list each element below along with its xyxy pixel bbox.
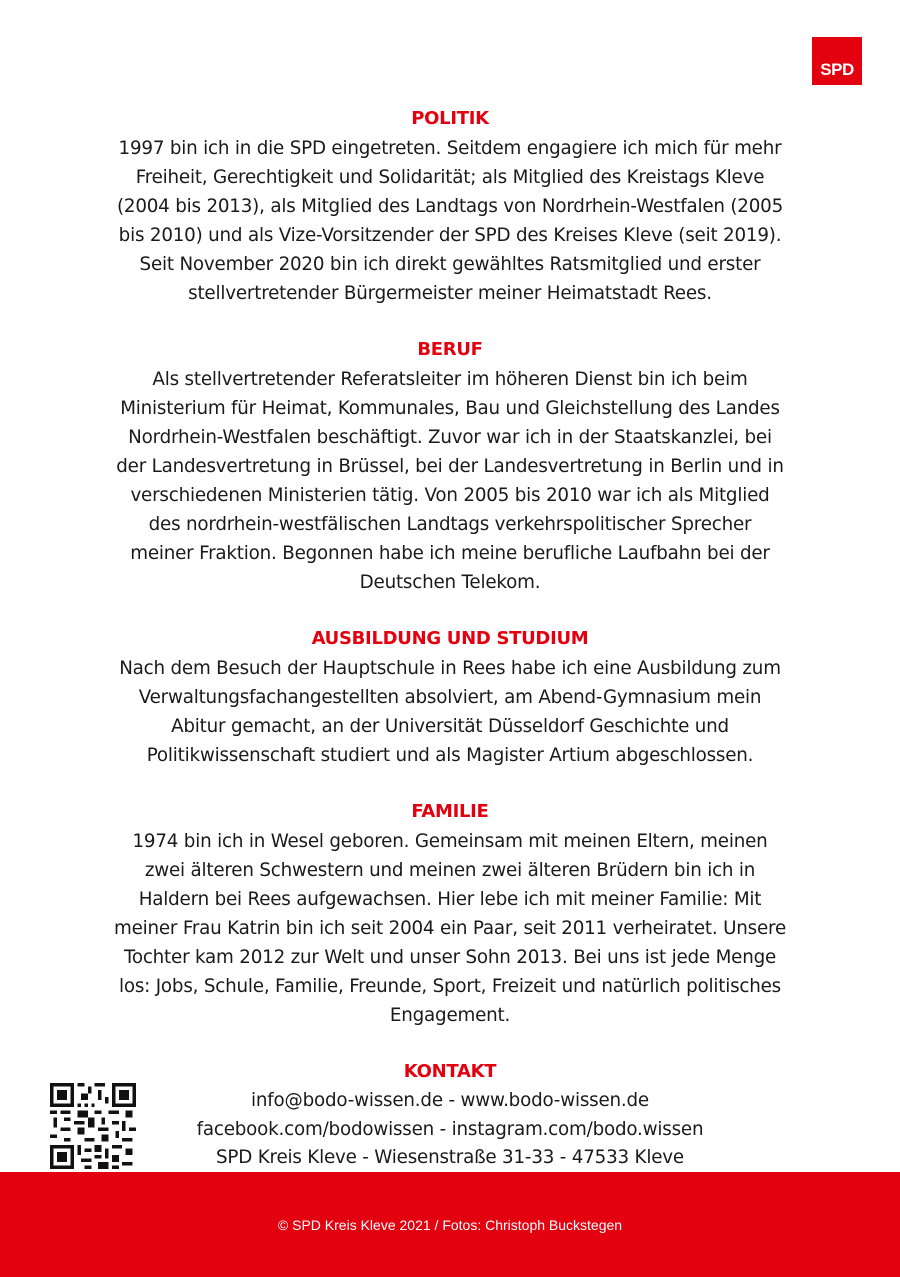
text-line: Deutschen Telekom. xyxy=(359,572,541,593)
text-line: Verwaltungsfachangestellten absolviert, am Abend-Gymnasium mein xyxy=(138,687,762,708)
text-line: meiner Fraktion. Begonnen habe ich meine berufliche Laufbahn bei der xyxy=(130,543,770,564)
text-line: zwei älteren Schwestern und meinen zwei älteren Brüdern bin ich in xyxy=(144,860,756,881)
text-line: Nach dem Besuch der Hauptschule in Rees habe ich eine Ausbildung zum xyxy=(119,658,781,679)
section-heading: FAMILIE xyxy=(411,801,489,822)
section-text xyxy=(50,654,850,770)
section-heading: KONTAKT xyxy=(403,1061,497,1082)
text-line: Haldern bei Rees aufgewachsen. Hier lebe ich mit meiner Familie: Mit xyxy=(138,889,762,910)
text-line: stellvertretender Bürgermeister meiner Heimatstadt Rees. xyxy=(188,283,712,304)
section-beruf xyxy=(50,335,850,597)
text-line: meiner Frau Katrin bin ich seit 2004 ein Paar, seit 2011 verheiratet. Unsere xyxy=(113,918,787,939)
text-line: Freiheit, Gerechtigkeit und Solidarität; als Mitglied des Kreistags Kleve xyxy=(135,167,765,188)
section-text xyxy=(50,827,850,1030)
section-kontakt xyxy=(50,1057,850,1167)
section-text xyxy=(50,134,850,308)
text-line: Politikwissenschaft studiert und als Magister Artium abgeschlossen. xyxy=(146,745,754,766)
qr-code-icon[interactable] xyxy=(50,1083,136,1169)
text-line: Tochter kam 2012 zur Welt und unser Sohn 2013. Bei uns ist jede Menge xyxy=(123,947,777,968)
text-line: Abitur gemacht, an der Universität Düsseldorf Geschichte und xyxy=(171,716,729,737)
text-line: Nordrhein-Westfalen beschäftigt. Zuvor war ich in der Staatskanzlei, bei xyxy=(128,427,772,448)
text-line: 1997 bin ich in die SPD eingetreten. Seitdem engagiere ich mich für mehr xyxy=(118,138,782,159)
footer-bar xyxy=(0,1172,900,1277)
contact-social-line[interactable]: facebook.com/bodowissen - instagram.com/bodo.wissen xyxy=(196,1118,704,1140)
section-heading: BERUF xyxy=(417,339,483,360)
text-line: verschiedenen Ministerien tätig. Von 2005 bis 2010 war ich als Mitglied xyxy=(130,485,770,506)
contact-web-line[interactable]: info@bodo-wissen.de - www.bodo-wissen.de xyxy=(251,1090,649,1111)
text-line: los: Jobs, Schule, Familie, Freunde, Sport, Freizeit und natürlich politisches xyxy=(118,976,782,997)
text-line: 1974 bin ich in Wesel geboren. Gemeinsam mit meinen Eltern, meinen xyxy=(132,831,768,852)
text-line: bis 2010) und als Vize-Vorsitzender der SPD des Kreises Kleve (seit 2019). xyxy=(118,225,782,246)
section-heading: POLITIK xyxy=(411,108,489,129)
section-text xyxy=(50,365,850,597)
section-politik xyxy=(50,104,850,308)
spd-logo-text: SPD xyxy=(820,60,854,79)
contact-info xyxy=(50,1087,850,1173)
text-line: Ministerium für Heimat, Kommunales, Bau und Gleichstellung des Landes xyxy=(120,398,780,419)
text-line: Als stellvertretender Referatsleiter im höheren Dienst bin ich beim xyxy=(152,369,748,390)
text-line: Seit November 2020 bin ich direkt gewähltes Ratsmitglied und erster xyxy=(139,254,761,275)
footer-copyright: © SPD Kreis Kleve 2021 / Fotos: Christoph Buckstegen xyxy=(277,1216,623,1233)
text-line: des nordrhein-westfälischen Landtags verkehrspolitischer Sprecher xyxy=(148,514,752,535)
main-content xyxy=(50,104,850,1167)
text-line: Engagement. xyxy=(389,1005,511,1026)
contact-address-line: SPD Kreis Kleve - Wiesenstraße 31-33 - 47533 Kleve xyxy=(216,1147,684,1168)
text-line: der Landesvertretung in Brüssel, bei der Landesvertretung in Berlin und in xyxy=(116,456,784,477)
text-line: (2004 bis 2013), als Mitglied des Landtags von Nordrhein-Westfalen (2005 xyxy=(116,196,784,217)
section-heading: AUSBILDUNG UND STUDIUM xyxy=(311,628,589,649)
section-familie xyxy=(50,797,850,1030)
spd-logo xyxy=(812,37,862,85)
section-ausbildung xyxy=(50,624,850,770)
